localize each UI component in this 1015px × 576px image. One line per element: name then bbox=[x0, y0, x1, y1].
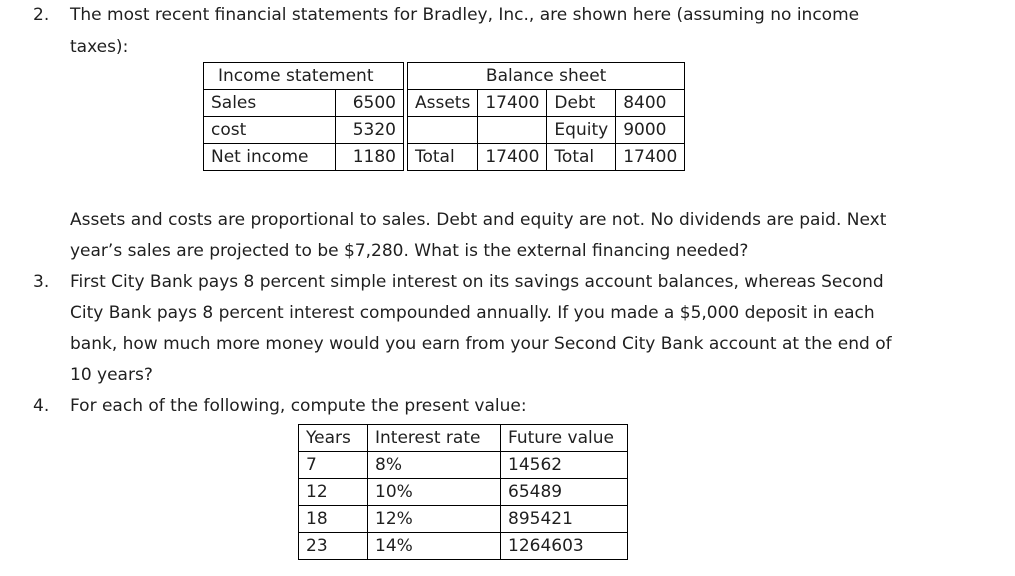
question-3-number: 3. bbox=[33, 272, 50, 292]
income-label: cost bbox=[204, 117, 336, 144]
interest-rate-cell: 14% bbox=[368, 533, 501, 560]
years-cell: 7 bbox=[299, 452, 368, 479]
assets-label: Assets bbox=[408, 90, 478, 117]
table-row bbox=[299, 479, 628, 506]
question-4-number: 4. bbox=[33, 396, 50, 416]
balance-sheet-header: Balance sheet bbox=[408, 63, 685, 90]
table-row bbox=[204, 90, 685, 117]
interest-rate-cell: 10% bbox=[368, 479, 501, 506]
future-value-header: Future value bbox=[501, 425, 628, 452]
assets-label: Total bbox=[408, 144, 478, 171]
income-value: 1180 bbox=[335, 144, 403, 171]
years-cell: 18 bbox=[299, 506, 368, 533]
assets-label bbox=[408, 117, 478, 144]
liability-label: Debt bbox=[547, 90, 616, 117]
question-2-followup-line-1: Assets and costs are proportional to sales. Debt and equity are not. No dividends are paid. Next bbox=[70, 210, 887, 230]
years-cell: 23 bbox=[299, 533, 368, 560]
assets-value bbox=[478, 117, 547, 144]
future-value-cell: 1264603 bbox=[501, 533, 628, 560]
assets-value: 17400 bbox=[478, 90, 547, 117]
interest-rate-cell: 12% bbox=[368, 506, 501, 533]
years-header: Years bbox=[299, 425, 368, 452]
table-row bbox=[299, 533, 628, 560]
question-2-number: 2. bbox=[33, 5, 50, 25]
present-value-table bbox=[298, 424, 628, 560]
income-label: Sales bbox=[204, 90, 336, 117]
income-value: 5320 bbox=[335, 117, 403, 144]
question-3-line: City Bank pays 8 percent interest compounded annually. If you made a $5,000 deposit in each bbox=[70, 303, 875, 323]
table-row bbox=[204, 144, 685, 171]
income-value: 6500 bbox=[335, 90, 403, 117]
interest-rate-header: Interest rate bbox=[368, 425, 501, 452]
income-statement-header: Income statement bbox=[204, 63, 404, 90]
question-3-line: 10 years? bbox=[70, 365, 153, 385]
table-header-row bbox=[299, 425, 628, 452]
years-cell: 12 bbox=[299, 479, 368, 506]
future-value-cell: 65489 bbox=[501, 479, 628, 506]
liability-value: 17400 bbox=[616, 144, 685, 171]
question-2-followup-line-2: year’s sales are projected to be $7,280. What is the external financing needed? bbox=[70, 241, 749, 261]
question-2-text-line-1: The most recent financial statements for Bradley, Inc., are shown here (assuming no income bbox=[70, 5, 860, 25]
table-row bbox=[299, 452, 628, 479]
liability-label: Total bbox=[547, 144, 616, 171]
financial-statements-table bbox=[203, 62, 685, 171]
question-2-text-line-2: taxes): bbox=[70, 37, 129, 57]
income-label: Net income bbox=[204, 144, 336, 171]
question-4-text: For each of the following, compute the present value: bbox=[70, 396, 527, 416]
liability-value: 9000 bbox=[616, 117, 685, 144]
liability-value: 8400 bbox=[616, 90, 685, 117]
liability-label: Equity bbox=[547, 117, 616, 144]
future-value-cell: 895421 bbox=[501, 506, 628, 533]
table-row bbox=[299, 506, 628, 533]
assets-value: 17400 bbox=[478, 144, 547, 171]
table-row bbox=[204, 117, 685, 144]
future-value-cell: 14562 bbox=[501, 452, 628, 479]
question-3-line: First City Bank pays 8 percent simple interest on its savings account balances, whereas Second bbox=[70, 272, 884, 292]
interest-rate-cell: 8% bbox=[368, 452, 501, 479]
question-3-line: bank, how much more money would you earn from your Second City Bank account at the end of bbox=[70, 334, 892, 354]
